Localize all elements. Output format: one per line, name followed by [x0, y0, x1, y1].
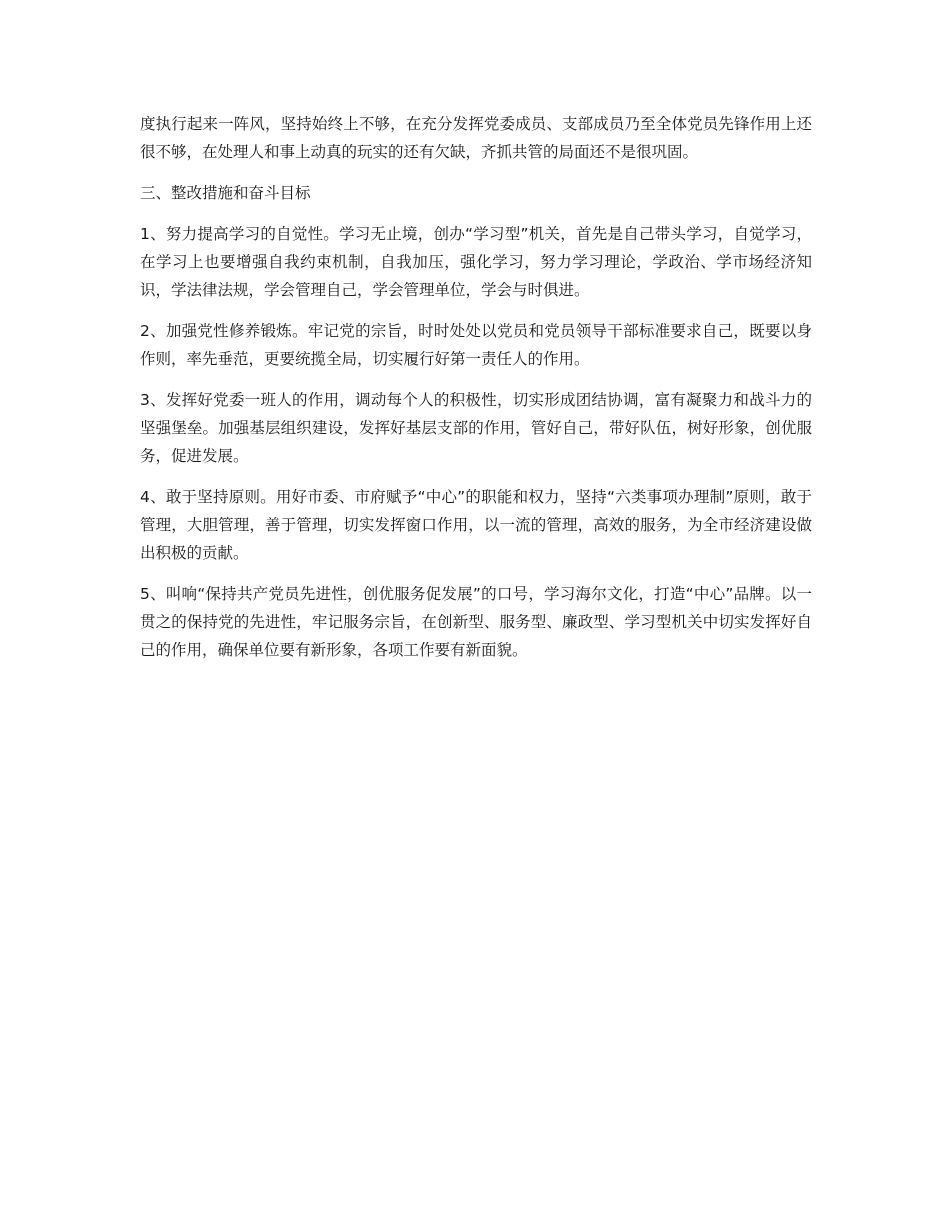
document-body: [140, 110, 812, 677]
paragraph-item-2: 2、加强党性修养锻炼。牢记党的宗旨，时时处处以党员和党员领导干部标准要求自己，既要以身作则，率先垂范，更要统揽全局，切实履行好第一责任人的作用。: [140, 322, 812, 368]
paragraph-item-1: 1、努力提高学习的自觉性。学习无止境，创办“学习型”机关，首先是自己带头学习，自觉学习，在学习上也要增强自我约束机制，自我加压，强化学习，努力学习理论，学政治、学市场经济知识，学法律法规，学会管理自己，学会管理单位，学会与时俱进。: [140, 225, 812, 299]
section-heading: 三、整改措施和奋斗目标: [140, 184, 311, 202]
paragraph-item-4: 4、敢于坚持原则。用好市委、市府赋予“中心”的职能和权力，坚持“六类事项办理制”原则，敢于管理，大胆管理，善于管理，切实发挥窗口作用，以一流的管理，高效的服务，为全市经济建设做出积极的贡献。: [140, 488, 812, 562]
paragraph-item-5: 5、叫响“保持共产党员先进性，创优服务促发展”的口号，学习海尔文化，打造“中心”品牌。以一贯之的保持党的先进性，牢记服务宗旨，在创新型、服务型、廉政型、学习型机关中切实发挥好自己的作用，确保单位要有新形象，各项工作要有新面貌。: [140, 585, 812, 659]
paragraph-item-3: 3、发挥好党委一班人的作用，调动每个人的积极性，切实形成团结协调，富有凝聚力和战斗力的坚强堡垒。加强基层组织建设，发挥好基层支部的作用，管好自己，带好队伍，树好形象，创优服务，促进发展。: [140, 391, 812, 465]
paragraph-continuation: 度执行起来一阵风，坚持始终上不够，在充分发挥党委成员、支部成员乃至全体党员先锋作用上还很不够，在处理人和事上动真的玩实的还有欠缺，齐抓共管的局面还不是很巩固。: [140, 115, 812, 161]
